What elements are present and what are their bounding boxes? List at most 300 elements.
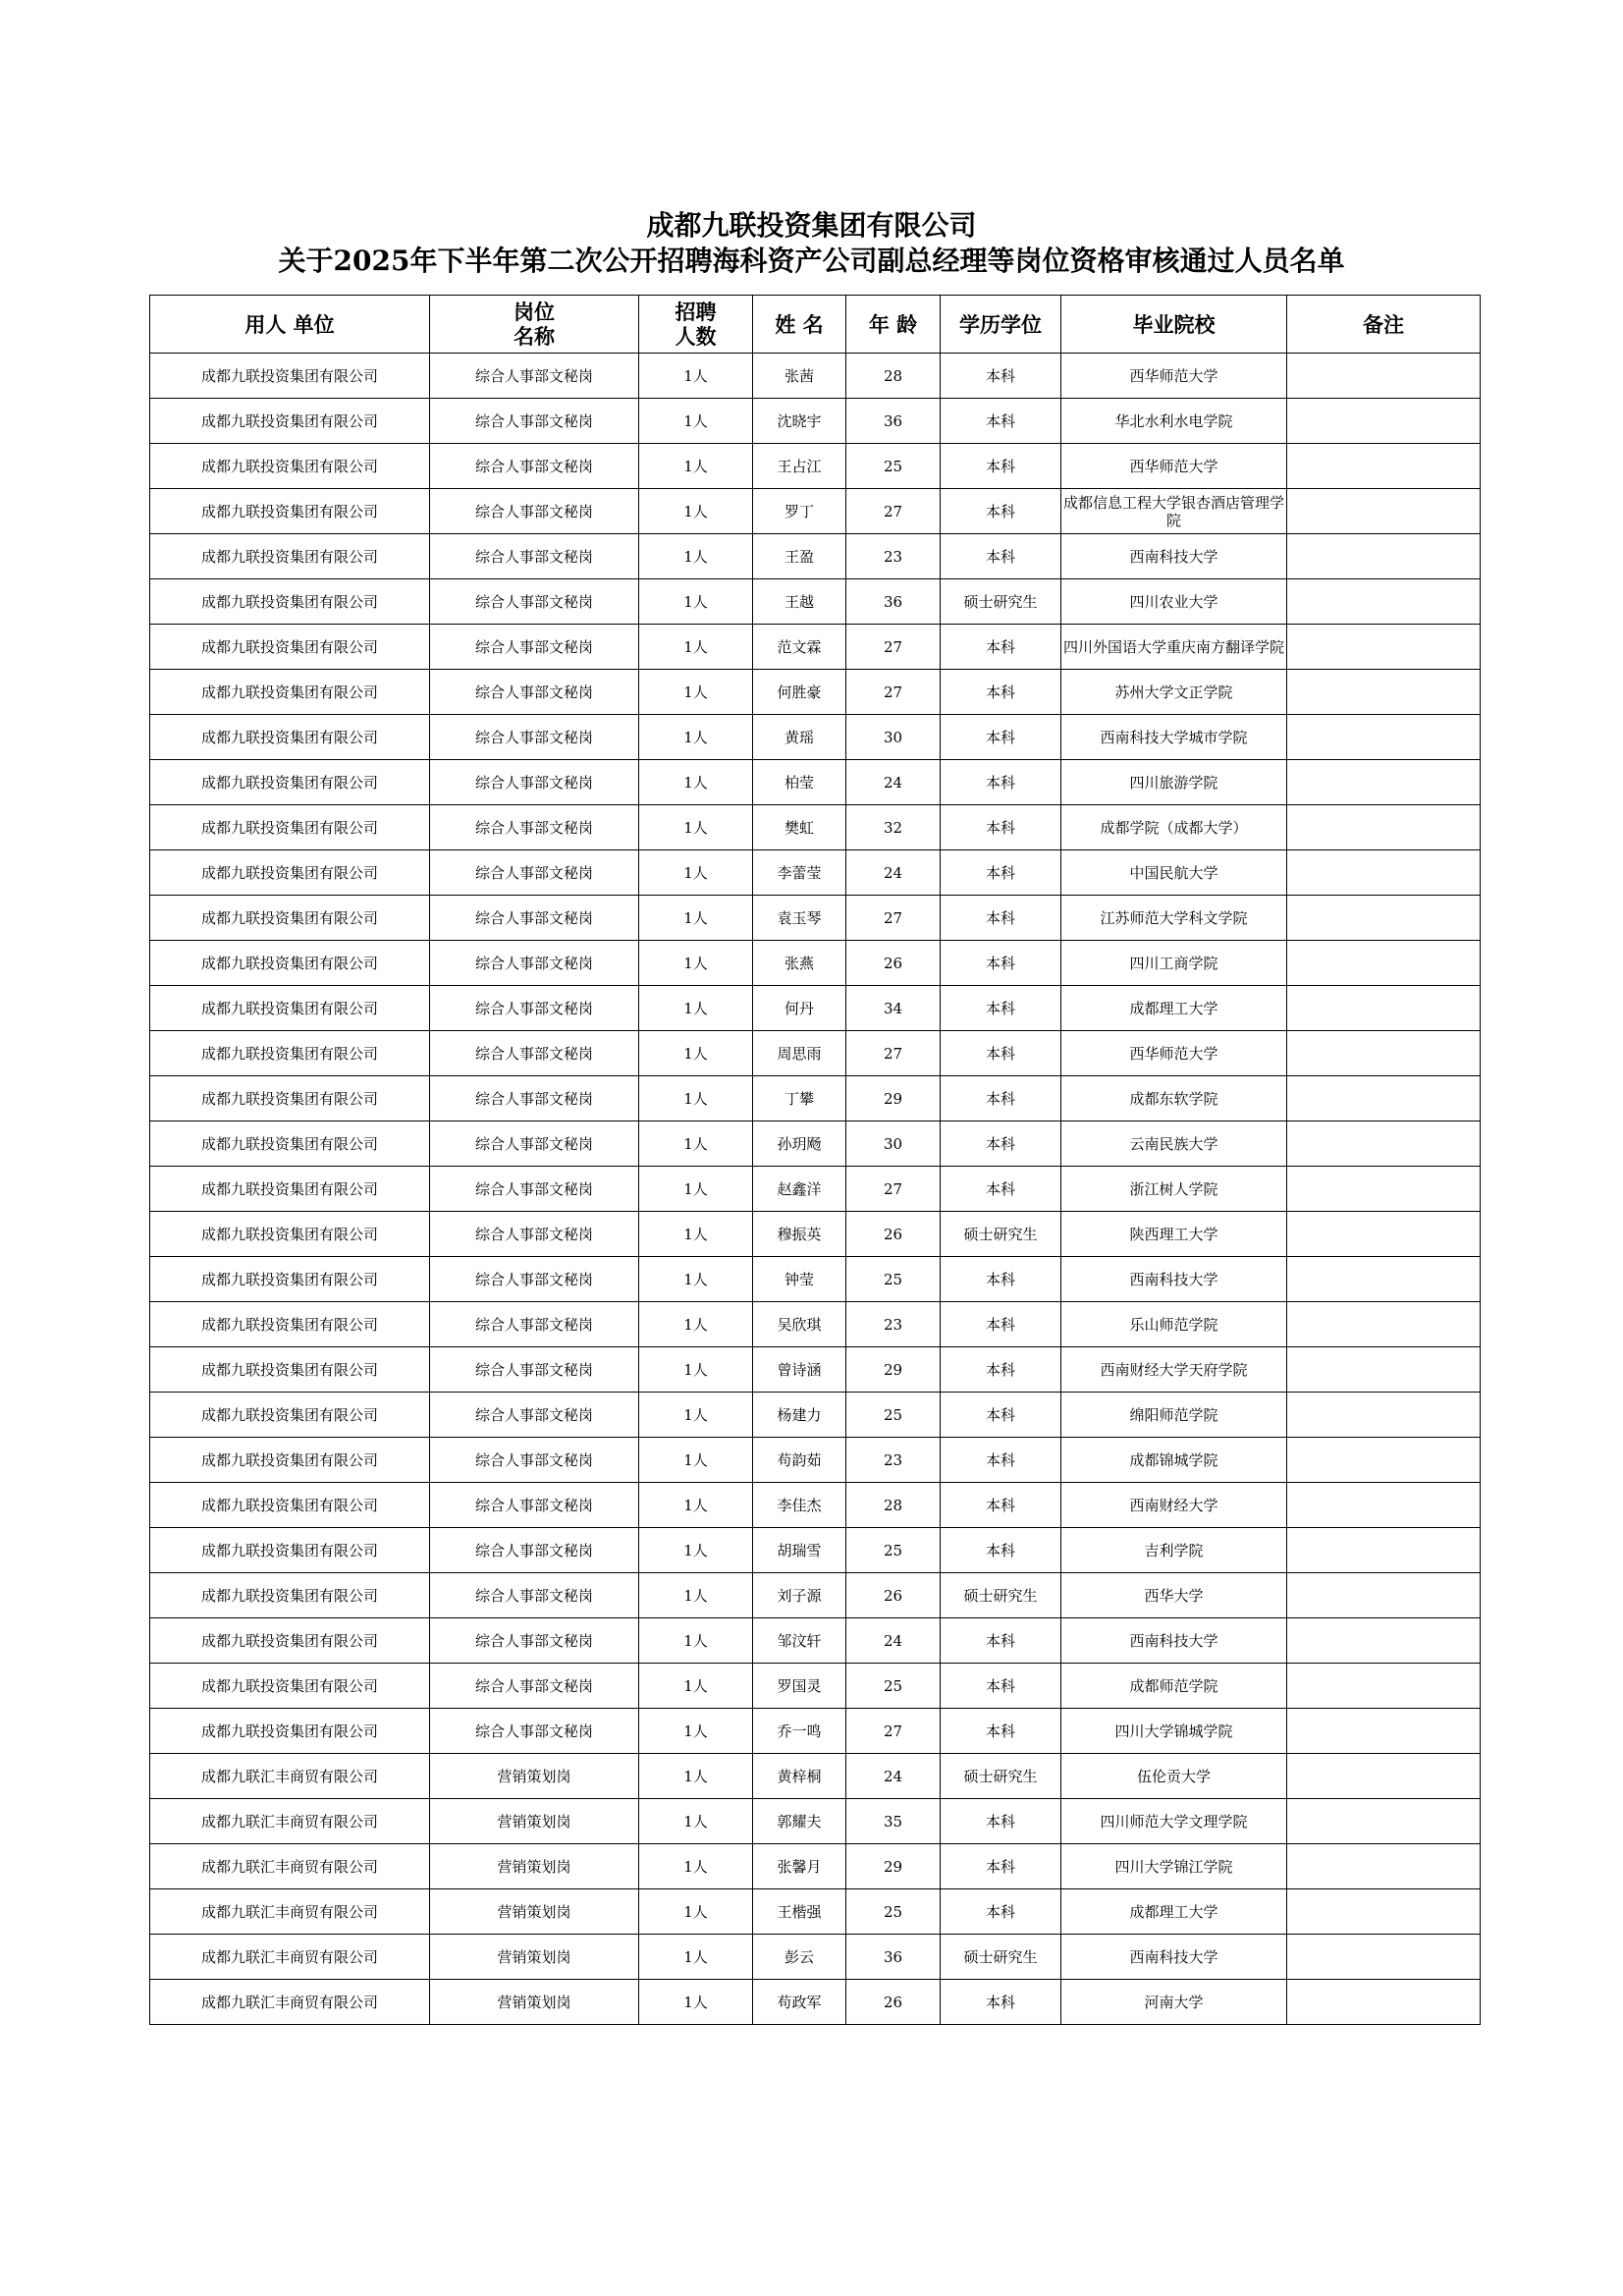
cell-count: 1人 [639, 354, 753, 399]
table-row [150, 760, 1481, 805]
table-row [150, 1889, 1481, 1935]
cell-remark [1287, 1302, 1481, 1347]
cell-count: 1人 [639, 1528, 753, 1573]
cell-unit: 成都九联投资集团有限公司 [150, 444, 430, 489]
cell-school: 西华师范大学 [1061, 1031, 1287, 1076]
cell-remark [1287, 1754, 1481, 1799]
cell-name: 王楷强 [753, 1889, 846, 1935]
cell-age: 27 [846, 1709, 941, 1754]
cell-post: 综合人事部文秘岗 [430, 444, 639, 489]
table-row [150, 1980, 1481, 2025]
cell-name: 王盈 [753, 534, 846, 579]
cell-count: 1人 [639, 896, 753, 941]
cell-degree: 本科 [941, 1438, 1061, 1483]
cell-post: 综合人事部文秘岗 [430, 354, 639, 399]
table-row [150, 1799, 1481, 1844]
cell-name: 何丹 [753, 986, 846, 1031]
cell-unit: 成都九联投资集团有限公司 [150, 1393, 430, 1438]
table-row [150, 1483, 1481, 1528]
table-row [150, 1076, 1481, 1121]
table-row [150, 1212, 1481, 1257]
cell-count: 1人 [639, 625, 753, 670]
document-subtitle: 关于2025年下半年第二次公开招聘海科资产公司副总经理等岗位资格审核通过人员名单 [278, 245, 1345, 277]
cell-name: 赵鑫洋 [753, 1167, 846, 1212]
cell-age: 36 [846, 1935, 941, 1980]
cell-unit: 成都九联投资集团有限公司 [150, 670, 430, 715]
cell-school: 伍伦贡大学 [1061, 1754, 1287, 1799]
cell-post: 营销策划岗 [430, 1844, 639, 1889]
cell-school: 吉利学院 [1061, 1528, 1287, 1573]
cell-name: 胡瑞雪 [753, 1528, 846, 1573]
cell-post: 营销策划岗 [430, 1889, 639, 1935]
cell-name: 樊虹 [753, 805, 846, 850]
cell-post: 综合人事部文秘岗 [430, 1076, 639, 1121]
cell-degree: 硕士研究生 [941, 1573, 1061, 1618]
cell-degree: 本科 [941, 1347, 1061, 1393]
cell-age: 25 [846, 444, 941, 489]
table-row [150, 1031, 1481, 1076]
cell-remark [1287, 1393, 1481, 1438]
cell-name: 罗国灵 [753, 1664, 846, 1709]
cell-count: 1人 [639, 670, 753, 715]
table-row [150, 1935, 1481, 1980]
cell-post: 综合人事部文秘岗 [430, 896, 639, 941]
cell-age: 36 [846, 399, 941, 444]
cell-age: 23 [846, 1438, 941, 1483]
cell-remark [1287, 941, 1481, 986]
table-row [150, 1709, 1481, 1754]
cell-name: 彭云 [753, 1935, 846, 1980]
cell-post: 综合人事部文秘岗 [430, 1393, 639, 1438]
cell-school: 西南科技大学 [1061, 1935, 1287, 1980]
cell-post: 综合人事部文秘岗 [430, 760, 639, 805]
document-title: 成都九联投资集团有限公司 [646, 209, 977, 242]
cell-post: 综合人事部文秘岗 [430, 1573, 639, 1618]
cell-degree: 本科 [941, 941, 1061, 986]
cell-name: 杨建力 [753, 1393, 846, 1438]
cell-post: 营销策划岗 [430, 1799, 639, 1844]
cell-unit: 成都九联投资集团有限公司 [150, 1664, 430, 1709]
cell-degree: 本科 [941, 850, 1061, 896]
cell-count: 1人 [639, 579, 753, 625]
cell-count: 1人 [639, 1076, 753, 1121]
cell-post: 综合人事部文秘岗 [430, 1347, 639, 1393]
cell-remark [1287, 1709, 1481, 1754]
cell-name: 袁玉琴 [753, 896, 846, 941]
cell-degree: 本科 [941, 1076, 1061, 1121]
cell-school: 四川工商学院 [1061, 941, 1287, 986]
cell-count: 1人 [639, 399, 753, 444]
cell-unit: 成都九联投资集团有限公司 [150, 1302, 430, 1347]
cell-post: 综合人事部文秘岗 [430, 986, 639, 1031]
cell-age: 32 [846, 805, 941, 850]
cell-name: 王占江 [753, 444, 846, 489]
cell-remark [1287, 1844, 1481, 1889]
column-header-name: 姓 名 [753, 296, 846, 354]
cell-count: 1人 [639, 534, 753, 579]
cell-school: 江苏师范大学科文学院 [1061, 896, 1287, 941]
cell-age: 25 [846, 1664, 941, 1709]
cell-name: 钟莹 [753, 1257, 846, 1302]
cell-age: 34 [846, 986, 941, 1031]
cell-post: 综合人事部文秘岗 [430, 1664, 639, 1709]
cell-name: 沈晓宇 [753, 399, 846, 444]
cell-age: 27 [846, 489, 941, 534]
cell-unit: 成都九联投资集团有限公司 [150, 579, 430, 625]
cell-remark [1287, 1076, 1481, 1121]
column-header-remark: 备注 [1287, 296, 1481, 354]
cell-name: 张茜 [753, 354, 846, 399]
table-row [150, 1393, 1481, 1438]
cell-unit: 成都九联投资集团有限公司 [150, 1618, 430, 1664]
cell-school: 西华师范大学 [1061, 354, 1287, 399]
table-row [150, 986, 1481, 1031]
table-row [150, 850, 1481, 896]
cell-unit: 成都九联投资集团有限公司 [150, 1438, 430, 1483]
cell-age: 27 [846, 1031, 941, 1076]
cell-age: 24 [846, 1754, 941, 1799]
cell-name: 罗丁 [753, 489, 846, 534]
table-row [150, 399, 1481, 444]
cell-name: 苟韵茹 [753, 1438, 846, 1483]
cell-remark [1287, 1799, 1481, 1844]
cell-name: 黄梓桐 [753, 1754, 846, 1799]
candidate-table [149, 295, 1481, 2025]
cell-remark [1287, 1121, 1481, 1167]
cell-unit: 成都九联投资集团有限公司 [150, 1483, 430, 1528]
table-row [150, 805, 1481, 850]
cell-age: 24 [846, 1618, 941, 1664]
cell-school: 西南科技大学 [1061, 1618, 1287, 1664]
cell-age: 35 [846, 1799, 941, 1844]
cell-count: 1人 [639, 760, 753, 805]
table-row [150, 1302, 1481, 1347]
table-row [150, 715, 1481, 760]
cell-unit: 成都九联投资集团有限公司 [150, 986, 430, 1031]
cell-remark [1287, 850, 1481, 896]
cell-school: 成都师范学院 [1061, 1664, 1287, 1709]
cell-count: 1人 [639, 1167, 753, 1212]
cell-unit: 成都九联投资集团有限公司 [150, 1031, 430, 1076]
cell-name: 苟政军 [753, 1980, 846, 2025]
cell-remark [1287, 444, 1481, 489]
cell-count: 1人 [639, 986, 753, 1031]
table-row [150, 1844, 1481, 1889]
cell-count: 1人 [639, 1031, 753, 1076]
table-row [150, 534, 1481, 579]
cell-post: 综合人事部文秘岗 [430, 1618, 639, 1664]
cell-degree: 本科 [941, 1121, 1061, 1167]
cell-unit: 成都九联投资集团有限公司 [150, 1076, 430, 1121]
cell-count: 1人 [639, 1980, 753, 2025]
cell-school: 苏州大学文正学院 [1061, 670, 1287, 715]
cell-unit: 成都九联投资集团有限公司 [150, 354, 430, 399]
cell-count: 1人 [639, 941, 753, 986]
cell-degree: 本科 [941, 1618, 1061, 1664]
cell-degree: 本科 [941, 896, 1061, 941]
table-row [150, 1257, 1481, 1302]
cell-degree: 本科 [941, 1031, 1061, 1076]
cell-name: 柏莹 [753, 760, 846, 805]
cell-degree: 本科 [941, 1664, 1061, 1709]
cell-school: 成都学院（成都大学） [1061, 805, 1287, 850]
cell-school: 西华大学 [1061, 1573, 1287, 1618]
cell-remark [1287, 1573, 1481, 1618]
table-row [150, 1167, 1481, 1212]
cell-unit: 成都九联投资集团有限公司 [150, 1573, 430, 1618]
cell-count: 1人 [639, 444, 753, 489]
cell-age: 28 [846, 1483, 941, 1528]
cell-degree: 本科 [941, 1889, 1061, 1935]
cell-post: 综合人事部文秘岗 [430, 399, 639, 444]
cell-school: 四川外国语大学重庆南方翻译学院 [1061, 625, 1287, 670]
cell-school: 西华师范大学 [1061, 444, 1287, 489]
cell-school: 绵阳师范学院 [1061, 1393, 1287, 1438]
cell-age: 25 [846, 1528, 941, 1573]
cell-count: 1人 [639, 1438, 753, 1483]
cell-unit: 成都九联汇丰商贸有限公司 [150, 1754, 430, 1799]
cell-school: 四川农业大学 [1061, 579, 1287, 625]
cell-age: 24 [846, 760, 941, 805]
cell-name: 黄瑶 [753, 715, 846, 760]
cell-count: 1人 [639, 850, 753, 896]
cell-post: 综合人事部文秘岗 [430, 579, 639, 625]
cell-post: 综合人事部文秘岗 [430, 1528, 639, 1573]
cell-count: 1人 [639, 1483, 753, 1528]
column-header-post: 岗位 名称 [430, 296, 639, 354]
cell-age: 25 [846, 1257, 941, 1302]
cell-count: 1人 [639, 1573, 753, 1618]
cell-degree: 本科 [941, 1528, 1061, 1573]
table-row [150, 579, 1481, 625]
cell-remark [1287, 1889, 1481, 1935]
table-row [150, 941, 1481, 986]
cell-unit: 成都九联汇丰商贸有限公司 [150, 1935, 430, 1980]
cell-degree: 本科 [941, 1980, 1061, 2025]
cell-unit: 成都九联投资集团有限公司 [150, 625, 430, 670]
cell-name: 王越 [753, 579, 846, 625]
cell-unit: 成都九联投资集团有限公司 [150, 850, 430, 896]
cell-remark [1287, 760, 1481, 805]
cell-count: 1人 [639, 805, 753, 850]
cell-remark [1287, 489, 1481, 534]
table-row [150, 444, 1481, 489]
cell-degree: 本科 [941, 1302, 1061, 1347]
cell-age: 26 [846, 941, 941, 986]
cell-school: 成都锦城学院 [1061, 1438, 1287, 1483]
cell-school: 西南财经大学天府学院 [1061, 1347, 1287, 1393]
cell-age: 26 [846, 1573, 941, 1618]
cell-degree: 本科 [941, 1483, 1061, 1528]
cell-unit: 成都九联投资集团有限公司 [150, 1212, 430, 1257]
cell-unit: 成都九联投资集团有限公司 [150, 896, 430, 941]
cell-remark [1287, 1618, 1481, 1664]
cell-remark [1287, 1167, 1481, 1212]
cell-post: 综合人事部文秘岗 [430, 489, 639, 534]
cell-age: 29 [846, 1076, 941, 1121]
cell-age: 23 [846, 534, 941, 579]
cell-name: 刘子源 [753, 1573, 846, 1618]
cell-age: 27 [846, 670, 941, 715]
cell-count: 1人 [639, 1889, 753, 1935]
cell-name: 丁攀 [753, 1076, 846, 1121]
cell-count: 1人 [639, 1935, 753, 1980]
cell-post: 综合人事部文秘岗 [430, 1031, 639, 1076]
cell-post: 营销策划岗 [430, 1935, 639, 1980]
cell-count: 1人 [639, 1393, 753, 1438]
cell-unit: 成都九联投资集团有限公司 [150, 1347, 430, 1393]
cell-age: 26 [846, 1980, 941, 2025]
cell-remark [1287, 1980, 1481, 2025]
cell-age: 25 [846, 1889, 941, 1935]
cell-school: 陕西理工大学 [1061, 1212, 1287, 1257]
cell-school: 成都东软学院 [1061, 1076, 1287, 1121]
cell-degree: 本科 [941, 1844, 1061, 1889]
cell-remark [1287, 354, 1481, 399]
cell-name: 邹汶轩 [753, 1618, 846, 1664]
cell-unit: 成都九联投资集团有限公司 [150, 399, 430, 444]
cell-post: 综合人事部文秘岗 [430, 1121, 639, 1167]
cell-degree: 本科 [941, 1257, 1061, 1302]
cell-unit: 成都九联投资集团有限公司 [150, 760, 430, 805]
cell-remark [1287, 625, 1481, 670]
column-header-count: 招聘 人数 [639, 296, 753, 354]
cell-name: 周思雨 [753, 1031, 846, 1076]
cell-degree: 本科 [941, 1167, 1061, 1212]
cell-post: 综合人事部文秘岗 [430, 1257, 639, 1302]
cell-school: 西南科技大学 [1061, 534, 1287, 579]
cell-post: 综合人事部文秘岗 [430, 1167, 639, 1212]
cell-school: 四川大学锦城学院 [1061, 1709, 1287, 1754]
cell-school: 四川师范大学文理学院 [1061, 1799, 1287, 1844]
cell-age: 29 [846, 1844, 941, 1889]
table-row [150, 1754, 1481, 1799]
cell-remark [1287, 1483, 1481, 1528]
cell-school: 成都理工大学 [1061, 986, 1287, 1031]
cell-count: 1人 [639, 1709, 753, 1754]
cell-remark [1287, 534, 1481, 579]
cell-count: 1人 [639, 1664, 753, 1709]
cell-post: 营销策划岗 [430, 1754, 639, 1799]
cell-age: 36 [846, 579, 941, 625]
cell-remark [1287, 1212, 1481, 1257]
cell-name: 乔一鸣 [753, 1709, 846, 1754]
cell-school: 西南财经大学 [1061, 1483, 1287, 1528]
cell-school: 乐山师范学院 [1061, 1302, 1287, 1347]
cell-count: 1人 [639, 715, 753, 760]
table-header-row [150, 296, 1481, 354]
table-body [150, 354, 1481, 2025]
cell-unit: 成都九联投资集团有限公司 [150, 1528, 430, 1573]
cell-count: 1人 [639, 1212, 753, 1257]
cell-degree: 硕士研究生 [941, 1754, 1061, 1799]
cell-unit: 成都九联投资集团有限公司 [150, 1257, 430, 1302]
table-row [150, 1528, 1481, 1573]
cell-post: 综合人事部文秘岗 [430, 1302, 639, 1347]
cell-count: 1人 [639, 1618, 753, 1664]
cell-remark [1287, 1257, 1481, 1302]
table-row [150, 1664, 1481, 1709]
table-row [150, 354, 1481, 399]
cell-unit: 成都九联投资集团有限公司 [150, 805, 430, 850]
cell-age: 30 [846, 1121, 941, 1167]
cell-post: 综合人事部文秘岗 [430, 670, 639, 715]
cell-name: 范文霖 [753, 625, 846, 670]
cell-age: 27 [846, 625, 941, 670]
cell-remark [1287, 1031, 1481, 1076]
table-row [150, 1573, 1481, 1618]
cell-school: 中国民航大学 [1061, 850, 1287, 896]
cell-post: 综合人事部文秘岗 [430, 850, 639, 896]
cell-name: 李佳杰 [753, 1483, 846, 1528]
cell-count: 1人 [639, 489, 753, 534]
cell-degree: 本科 [941, 805, 1061, 850]
table-row [150, 625, 1481, 670]
cell-name: 孙玥飏 [753, 1121, 846, 1167]
cell-unit: 成都九联投资集团有限公司 [150, 941, 430, 986]
cell-post: 综合人事部文秘岗 [430, 625, 639, 670]
cell-post: 综合人事部文秘岗 [430, 1483, 639, 1528]
cell-degree: 本科 [941, 489, 1061, 534]
cell-degree: 本科 [941, 534, 1061, 579]
cell-school: 华北水利水电学院 [1061, 399, 1287, 444]
cell-age: 28 [846, 354, 941, 399]
cell-count: 1人 [639, 1302, 753, 1347]
cell-degree: 硕士研究生 [941, 1935, 1061, 1980]
cell-age: 26 [846, 1212, 941, 1257]
cell-remark [1287, 1935, 1481, 1980]
cell-school: 浙江树人学院 [1061, 1167, 1287, 1212]
table-row [150, 1347, 1481, 1393]
table-row [150, 1618, 1481, 1664]
cell-unit: 成都九联汇丰商贸有限公司 [150, 1844, 430, 1889]
table-row [150, 1438, 1481, 1483]
cell-name: 曾诗涵 [753, 1347, 846, 1393]
cell-degree: 本科 [941, 399, 1061, 444]
cell-post: 综合人事部文秘岗 [430, 715, 639, 760]
cell-school: 四川旅游学院 [1061, 760, 1287, 805]
cell-school: 成都信息工程大学银杏酒店管理学院 [1061, 489, 1287, 534]
cell-unit: 成都九联投资集团有限公司 [150, 715, 430, 760]
cell-name: 李蕾莹 [753, 850, 846, 896]
cell-age: 25 [846, 1393, 941, 1438]
cell-remark [1287, 986, 1481, 1031]
cell-name: 张燕 [753, 941, 846, 986]
cell-age: 27 [846, 896, 941, 941]
cell-count: 1人 [639, 1121, 753, 1167]
cell-unit: 成都九联汇丰商贸有限公司 [150, 1799, 430, 1844]
cell-degree: 本科 [941, 625, 1061, 670]
cell-name: 张馨月 [753, 1844, 846, 1889]
cell-name: 穆振英 [753, 1212, 846, 1257]
cell-unit: 成都九联投资集团有限公司 [150, 1167, 430, 1212]
cell-post: 综合人事部文秘岗 [430, 1212, 639, 1257]
cell-remark [1287, 670, 1481, 715]
cell-degree: 本科 [941, 1799, 1061, 1844]
column-header-unit: 用人 单位 [150, 296, 430, 354]
cell-degree: 本科 [941, 444, 1061, 489]
cell-remark [1287, 805, 1481, 850]
cell-remark [1287, 715, 1481, 760]
cell-age: 23 [846, 1302, 941, 1347]
column-header-degree: 学历学位 [941, 296, 1061, 354]
cell-count: 1人 [639, 1799, 753, 1844]
column-header-age: 年 龄 [846, 296, 941, 354]
cell-remark [1287, 1347, 1481, 1393]
cell-degree: 本科 [941, 1393, 1061, 1438]
cell-degree: 硕士研究生 [941, 1212, 1061, 1257]
cell-school: 云南民族大学 [1061, 1121, 1287, 1167]
